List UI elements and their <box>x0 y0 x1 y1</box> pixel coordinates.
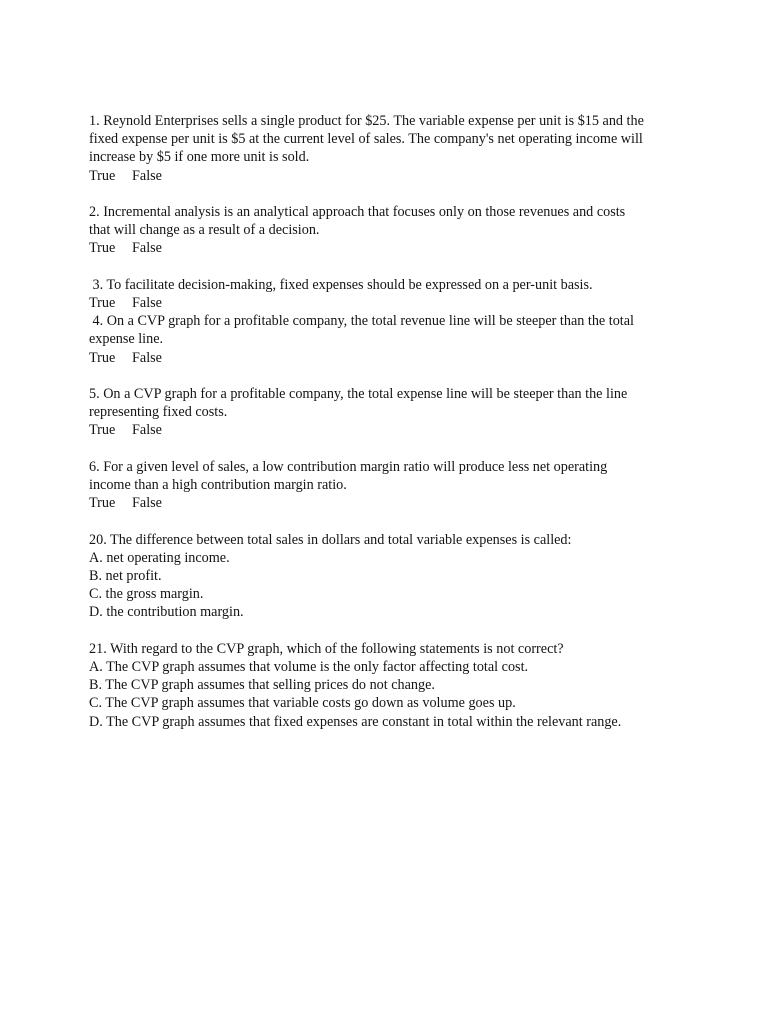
question-text: fixed expense per unit is $5 at the current level of sales. The company's net operating income will <box>89 131 643 148</box>
question-text: that will change as a result of a decision. <box>89 222 320 239</box>
question-text: 20. The difference between total sales in dollars and total variable expenses is called: <box>89 531 572 548</box>
option-false: False <box>132 495 162 512</box>
question-text: 21. With regard to the CVP graph, which of the following statements is not correct? <box>89 640 564 657</box>
question-6 <box>89 458 689 513</box>
option-true: True <box>89 295 116 311</box>
true-false-options <box>89 167 689 185</box>
question-text: 6. For a given level of sales, a low contribution margin ratio will produce less net operating <box>89 458 608 475</box>
question-21 <box>89 640 689 731</box>
question-page <box>89 112 689 731</box>
option-false: False <box>132 295 162 311</box>
choice-a: A. net operating income. <box>89 549 230 566</box>
choice-b: B. The CVP graph assumes that selling prices do not change. <box>89 677 435 694</box>
choice-c: C. the gross margin. <box>89 586 204 603</box>
true-false-options <box>89 294 689 312</box>
question-3 <box>89 276 689 312</box>
spacer <box>89 512 689 530</box>
spacer <box>89 367 689 385</box>
question-2 <box>89 203 689 258</box>
question-text: 3. To facilitate decision-making, fixed expenses should be expressed on a per-unit basis. <box>89 276 593 293</box>
choice-d: D. The CVP graph assumes that fixed expenses are constant in total within the relevant range. <box>89 713 622 730</box>
question-text: representing fixed costs. <box>89 404 228 421</box>
spacer <box>89 185 689 203</box>
question-text: expense line. <box>89 331 164 348</box>
question-text: 1. Reynold Enterprises sells a single product for $25. The variable expense per unit is $15 and the <box>89 113 644 129</box>
spacer <box>89 440 689 458</box>
true-false-options <box>89 494 689 512</box>
question-4 <box>89 312 689 367</box>
option-true: True <box>89 422 116 439</box>
question-5 <box>89 385 689 440</box>
true-false-options <box>89 349 689 367</box>
option-true: True <box>89 349 116 366</box>
option-true: True <box>89 495 116 512</box>
question-text: income than a high contribution margin ratio. <box>89 477 347 493</box>
question-text: 4. On a CVP graph for a profitable company, the total revenue line will be steeper than the total <box>89 313 634 330</box>
option-false: False <box>132 349 162 366</box>
choice-a: A. The CVP graph assumes that volume is the only factor affecting total cost. <box>89 659 529 675</box>
spacer <box>89 258 689 276</box>
question-text: 2. Incremental analysis is an analytical approach that focuses only on those revenues and costs <box>89 204 626 220</box>
option-true: True <box>89 240 116 257</box>
option-true: True <box>89 167 116 184</box>
option-false: False <box>132 167 162 184</box>
question-1 <box>89 112 689 185</box>
choice-d: D. the contribution margin. <box>89 604 244 621</box>
spacer <box>89 622 689 640</box>
question-text: 5. On a CVP graph for a profitable company, the total expense line will be steeper than the line <box>89 386 628 402</box>
true-false-options <box>89 239 689 257</box>
question-20 <box>89 531 689 622</box>
option-false: False <box>132 240 162 257</box>
question-text: increase by $5 if one more unit is sold. <box>89 149 310 166</box>
choice-b: B. net profit. <box>89 568 162 584</box>
choice-c: C. The CVP graph assumes that variable costs go down as volume goes up. <box>89 695 516 712</box>
true-false-options <box>89 421 689 439</box>
option-false: False <box>132 422 162 439</box>
